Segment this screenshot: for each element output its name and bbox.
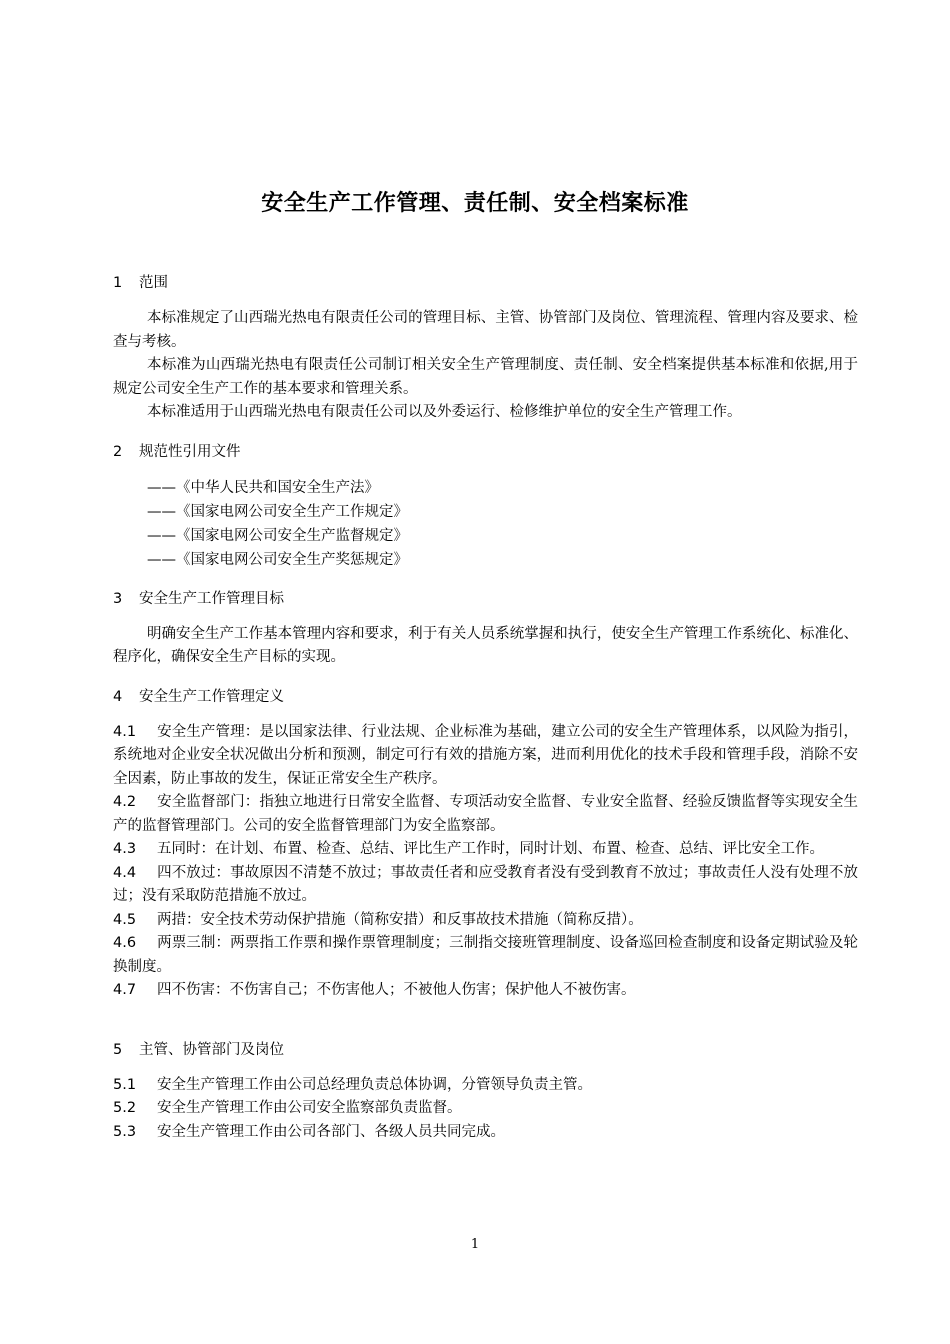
item-number: 5.2 bbox=[113, 1100, 137, 1116]
section-number: 1 bbox=[113, 275, 123, 291]
item-text: 两票三制：两票指工作票和操作票管理制度；三制指交接班管理制度、设备巡回检查制度和设备定期试验及轮换制度。 bbox=[113, 935, 858, 975]
department-item bbox=[113, 1121, 858, 1145]
item-text: 两措：安全技术劳动保护措施（简称安措）和反事故技术措施（简称反措）。 bbox=[157, 911, 643, 928]
item-text: 四不放过：事故原因不清楚不放过；事故责任者和应受教育者没有受到教育不放过；事故责任人没有处理不放过；没有采取防范措施不放过。 bbox=[113, 864, 858, 904]
section-title: 范围 bbox=[139, 275, 168, 291]
item-number: 4.5 bbox=[113, 911, 137, 928]
section-title: 安全生产工作管理定义 bbox=[139, 688, 284, 705]
definition-item bbox=[113, 791, 858, 838]
section-number: 3 bbox=[113, 590, 123, 607]
reference-item: ——《国家电网公司安全生产奖惩规定》 bbox=[147, 551, 408, 568]
item-text: 安全生产管理工作由公司各部门、各级人员共同完成。 bbox=[157, 1123, 505, 1140]
section-heading-references bbox=[113, 439, 858, 465]
section-number: 5 bbox=[113, 1041, 123, 1058]
item-text: 四不伤害：不伤害自己；不伤害他人；不被他人伤害；保护他人不被伤害。 bbox=[157, 982, 636, 998]
section-title: 规范性引用文件 bbox=[139, 443, 241, 460]
section-title: 主管、协管部门及岗位 bbox=[139, 1041, 284, 1058]
reference-item: ——《中华人民共和国安全生产法》 bbox=[147, 479, 379, 496]
definition-item bbox=[113, 979, 858, 1003]
item-number: 4.3 bbox=[113, 841, 137, 857]
section-number: 2 bbox=[113, 443, 123, 460]
document-title: 安全生产工作管理、责任制、安全档案标准 bbox=[261, 191, 689, 216]
definition-item bbox=[113, 862, 858, 909]
item-number: 4.7 bbox=[113, 982, 137, 998]
definition-item bbox=[113, 932, 858, 979]
item-number: 5.1 bbox=[113, 1076, 137, 1093]
item-text: 安全生产管理工作由公司总经理负责总体协调，分管领导负责主管。 bbox=[157, 1076, 592, 1093]
page-number: 1 bbox=[470, 1237, 480, 1252]
definition-item bbox=[113, 838, 858, 862]
reference-item: ——《国家电网公司安全生产工作规定》 bbox=[147, 503, 408, 520]
definition-item bbox=[113, 909, 858, 933]
item-number: 4.1 bbox=[113, 723, 137, 740]
item-number: 5.3 bbox=[113, 1123, 137, 1140]
section-title: 安全生产工作管理目标 bbox=[139, 590, 284, 607]
paragraph: 明确安全生产工作基本管理内容和要求，利于有关人员系统掌握和执行，使安全生产管理工作系统化、标准化、程序化，确保安全生产目标的实现。 bbox=[113, 625, 858, 665]
section-heading-objectives bbox=[113, 586, 858, 612]
department-item bbox=[113, 1074, 858, 1098]
item-number: 4.6 bbox=[113, 935, 137, 951]
item-number: 4.4 bbox=[113, 864, 137, 881]
document-body bbox=[113, 270, 858, 1144]
item-number: 4.2 bbox=[113, 794, 137, 810]
paragraph: 本标准为山西瑞光热电有限责任公司制订相关安全生产管理制度、责任制、安全档案提供基本标准和依据,用于规定公司安全生产工作的基本要求和管理关系。 bbox=[113, 357, 858, 397]
item-text: 安全生产管理：是以国家法律、行业法规、企业标准为基础，建立公司的安全生产管理体系，以风险为指引，系统地对企业安全状况做出分析和预测，制定可行有效的措施方案，进而利用优化的技术手段和管理手段，消除不安全因素，防止事故的发生，保证正常安全生产秩序。 bbox=[113, 723, 858, 787]
definition-item bbox=[113, 721, 858, 792]
reference-item: ——《国家电网公司安全生产监督规定》 bbox=[147, 527, 408, 544]
paragraph: 本标准规定了山西瑞光热电有限责任公司的管理目标、主管、协管部门及岗位、管理流程、管理内容及要求、检查与考核。 bbox=[113, 310, 858, 350]
section-number: 4 bbox=[113, 688, 123, 705]
item-text: 安全监督部门：指独立地进行日常安全监督、专项活动安全监督、专业安全监督、经验反馈监督等实现安全生产的监督管理部门。公司的安全监督管理部门为安全监察部。 bbox=[113, 794, 858, 834]
paragraph: 本标准适用于山西瑞光热电有限责任公司以及外委运行、检修维护单位的安全生产管理工作。 bbox=[147, 404, 742, 420]
section-heading-scope bbox=[113, 270, 858, 296]
section-heading-departments bbox=[113, 1037, 858, 1063]
item-text: 安全生产管理工作由公司安全监察部负责监督。 bbox=[157, 1100, 462, 1116]
section-heading-definitions bbox=[113, 684, 858, 710]
department-item bbox=[113, 1097, 858, 1121]
item-text: 五同时：在计划、布置、检查、总结、评比生产工作时，同时计划、布置、检查、总结、评比安全工作。 bbox=[157, 841, 824, 857]
